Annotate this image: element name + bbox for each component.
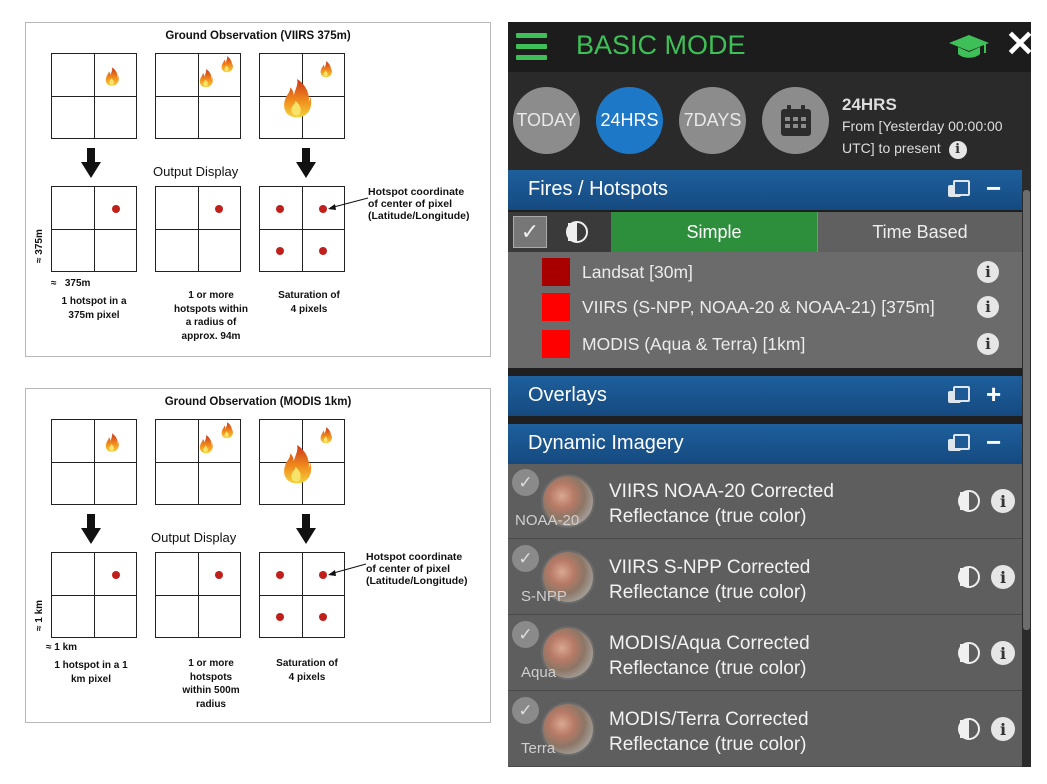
hotspot-dot [112,205,120,213]
hotspot-dot [319,205,327,213]
caption-saturation: Saturation of 4 pixels [276,658,338,683]
hotspot-dot [276,247,284,255]
time-range-info [842,95,1003,159]
hotspot-dot [276,205,284,213]
output-pixel-grid-multi [155,186,241,272]
info-icon[interactable]: i [977,261,999,283]
info-icon[interactable]: i [977,333,999,355]
layer-name: MODIS (Aqua & Terra) [1km] [582,334,806,354]
time-range-desc-1: From [Yesterday 00:00:00 [842,118,1003,134]
time-range-heading: 24HRS [842,95,897,114]
section-label: Dynamic Imagery [528,432,684,454]
imagery-tag: Terra [521,740,556,757]
time-button-7days[interactable]: 7DAYS [679,87,746,154]
output-pixel-grid-saturation [259,552,345,638]
layer-landsat[interactable] [508,255,1022,289]
down-arrow-icon [81,514,101,544]
contrast-icon[interactable] [566,221,588,243]
diagram-title: Ground Observation (MODIS 1km) [164,396,352,408]
collapse-icon[interactable]: − [986,173,1002,203]
collapse-icon[interactable]: − [986,427,1002,457]
info-icon[interactable]: i [991,641,1015,665]
output-display-label: Output Display [151,530,237,545]
hotspot-dot [319,571,327,579]
down-arrow-icon [81,148,101,178]
viirs-diagram [25,22,491,357]
flame-icon [198,69,214,88]
hamburger-menu-icon[interactable] [516,33,547,60]
pixel-size-vertical: ≈ 375m [34,229,45,263]
flame-icon [319,61,333,78]
imagery-title: VIIRS NOAA-20 Corrected Reflectance (true color) [609,481,834,527]
contrast-icon[interactable] [958,642,980,664]
checkmark-icon[interactable]: ✓ [512,697,539,724]
layer-name: VIIRS (S-NPP, NOAA-20 & NOAA-21) [375m] [582,297,935,317]
imagery-item[interactable] [508,692,1022,767]
flame-icon [280,79,314,119]
output-pixel-grid-saturation [259,186,345,272]
imagery-tag: Aqua [521,664,557,681]
contrast-icon[interactable] [958,490,980,512]
copy-icon[interactable] [948,434,968,452]
layer-modis[interactable] [508,327,1022,361]
checkmark-icon[interactable]: ✓ [512,621,539,648]
layer-panel [508,22,1036,767]
time-button-24hrs[interactable]: 24HRS [596,87,663,154]
ground-pixel-grid-single [51,419,137,505]
section-label: Overlays [528,384,607,406]
hotspot-dot [276,613,284,621]
layer-color-swatch[interactable] [542,258,570,286]
caption-multi: 1 or more hotspots within a radius of approx. 94m [174,290,248,342]
info-icon[interactable]: i [949,141,967,159]
ground-pixel-grid-single [51,53,137,139]
hotspot-note: Hotspot coordinate of center of pixel (Latitude/Longitude) [366,551,468,587]
checkmark-icon[interactable]: ✓ [512,469,539,496]
output-display-label: Output Display [153,164,239,179]
flame-icon [280,445,314,485]
panel-scrollbar[interactable] [1022,170,1031,767]
mode-title: BASIC MODE [576,30,746,60]
time-button-today[interactable]: TODAY [513,87,580,154]
pixel-size-vertical: ≈ 1 km [34,599,45,631]
tab-time-based[interactable]: Time Based [817,212,1022,252]
graduation-cap-icon[interactable] [949,33,989,61]
info-icon[interactable]: i [991,489,1015,513]
imagery-title: MODIS/Aqua Corrected Reflectance (true color) [609,633,810,679]
section-fires-hotspots[interactable] [508,170,1022,210]
hotspot-dot [319,247,327,255]
expand-icon[interactable]: + [986,379,1002,409]
fire-layer-list [508,252,1022,368]
time-range-bar [508,72,1031,170]
pixel-size-horizontal: ≈ 375m [51,278,91,289]
tab-simple[interactable]: Simple [611,212,817,252]
close-icon[interactable]: ✕ [1005,23,1036,64]
layer-name: Landsat [30m] [582,262,693,282]
hotspot-dot [215,205,223,213]
output-pixel-grid-multi [155,552,241,638]
flame-icon [220,422,234,439]
contrast-icon[interactable] [958,718,980,740]
flame-icon [104,433,120,453]
section-dynamic-imagery[interactable] [508,424,1022,464]
layer-color-swatch[interactable] [542,293,570,321]
checkmark-icon[interactable]: ✓ [512,545,539,572]
flame-icon [198,435,214,454]
output-pixel-grid-single [51,186,137,272]
down-arrow-icon [296,148,316,178]
hotspot-dot [276,571,284,579]
hotspot-dot [215,571,223,579]
caption-multi: 1 or more hotspots within 500m radius [182,658,240,710]
flame-icon [220,56,234,73]
time-range-desc-2: UTC] to present [842,140,941,156]
hotspot-dot [112,571,120,579]
caption-saturation: Saturation of 4 pixels [278,290,340,315]
select-all-checkbox[interactable]: ✓ [513,216,547,248]
info-icon[interactable]: i [991,565,1015,589]
calendar-button[interactable] [762,87,829,154]
section-label: Fires / Hotspots [528,178,669,200]
section-overlays[interactable] [508,376,1022,416]
imagery-item[interactable] [508,540,1022,615]
hotspot-note: Hotspot coordinate of center of pixel (Latitude/Longitude) [368,186,470,222]
panel-header [508,22,1036,72]
layer-color-swatch[interactable] [542,330,570,358]
fires-mode-bar [508,212,1022,252]
flame-icon [104,67,120,87]
imagery-list [508,464,1022,767]
flame-icon [319,427,333,444]
imagery-tag: NOAA-20 [515,512,580,529]
copy-icon[interactable] [948,386,968,404]
imagery-item[interactable] [508,616,1022,691]
diagram-title: Ground Observation (VIIRS 375m) [165,30,351,42]
pixel-size-horizontal: ≈ 1 km [46,642,78,653]
layer-viirs[interactable] [508,290,1022,324]
calendar-icon [779,104,813,138]
info-icon[interactable]: i [991,717,1015,741]
info-icon[interactable]: i [977,296,999,318]
output-pixel-grid-single [51,552,137,638]
caption-single: 1 hotspot in a 1 km pixel [54,660,128,685]
caption-single: 1 hotspot in a 375m pixel [61,296,127,321]
imagery-item[interactable] [508,464,1022,539]
imagery-title: MODIS/Terra Corrected Reflectance (true color) [609,709,809,755]
down-arrow-icon [296,514,316,544]
copy-icon[interactable] [948,180,968,198]
imagery-tag: S-NPP [521,588,567,605]
imagery-title: VIIRS S-NPP Corrected Reflectance (true color) [609,557,811,603]
scrollbar-thumb[interactable] [1023,190,1030,630]
hotspot-dot [319,613,327,621]
contrast-icon[interactable] [958,566,980,588]
modis-diagram [25,388,491,723]
